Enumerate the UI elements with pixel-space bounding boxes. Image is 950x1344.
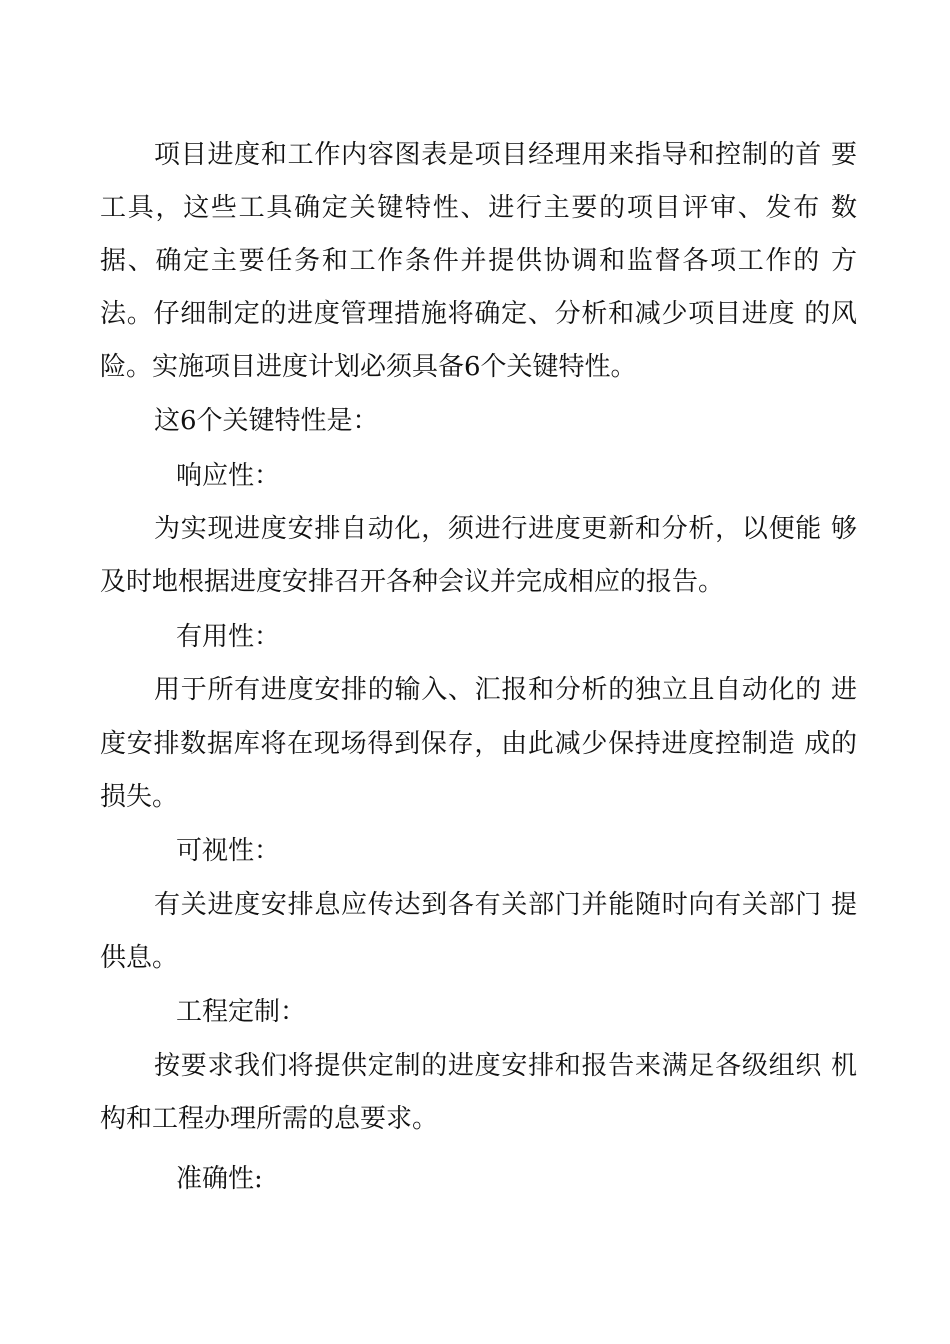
section-2-line-2: 度安排数据库将在现场得到保存，由此减少保持进度控制造 成的: [100, 729, 857, 759]
section-2-line-3: 损失。: [100, 782, 179, 812]
section-heading-responsiveness: 响应性：: [176, 461, 281, 491]
intro-line-4: 法。仔细制定的进度管理措施将确定、分析和减少项目进度 的风: [100, 299, 857, 329]
section-4-line-2: 构和工程办理所需的息要求。: [100, 1104, 439, 1134]
intro-line-5: 险。实施项目进度计划必须具备6个关键特性。: [100, 352, 637, 382]
section-3-line-1: 有关进度安排息应传达到各有关部门并能随时向有关部门 提: [154, 890, 857, 920]
section-2-line-1: 用于所有进度安排的输入、汇报和分析的独立且自动化的 进: [154, 675, 857, 705]
section-heading-customization: 工程定制：: [176, 997, 307, 1027]
intro-line-3: 据、确定主要任务和工作条件并提供协调和监督各项工作的 方: [100, 246, 857, 276]
list-intro: 这6个关键特性是：: [154, 406, 379, 436]
section-3-line-2: 供息。: [100, 943, 179, 973]
section-heading-accuracy: 准确性:: [176, 1164, 263, 1194]
intro-line-2: 工具，这些工具确定关键特性、进行主要的项目评审、发布 数: [100, 193, 857, 223]
section-1-line-1: 为实现进度安排自动化，须进行进度更新和分析，以便能 够: [154, 514, 857, 544]
intro-line-1: 项目进度和工作内容图表是项目经理用来指导和控制的首 要: [154, 140, 857, 170]
section-1-line-2: 及时地根据进度安排召开各种会议并完成相应的报告。: [100, 567, 725, 597]
section-heading-visibility: 可视性：: [176, 836, 281, 866]
section-4-line-1: 按要求我们将提供定制的进度安排和报告来满足各级组织 机: [154, 1051, 857, 1081]
section-heading-usefulness: 有用性：: [176, 622, 281, 652]
